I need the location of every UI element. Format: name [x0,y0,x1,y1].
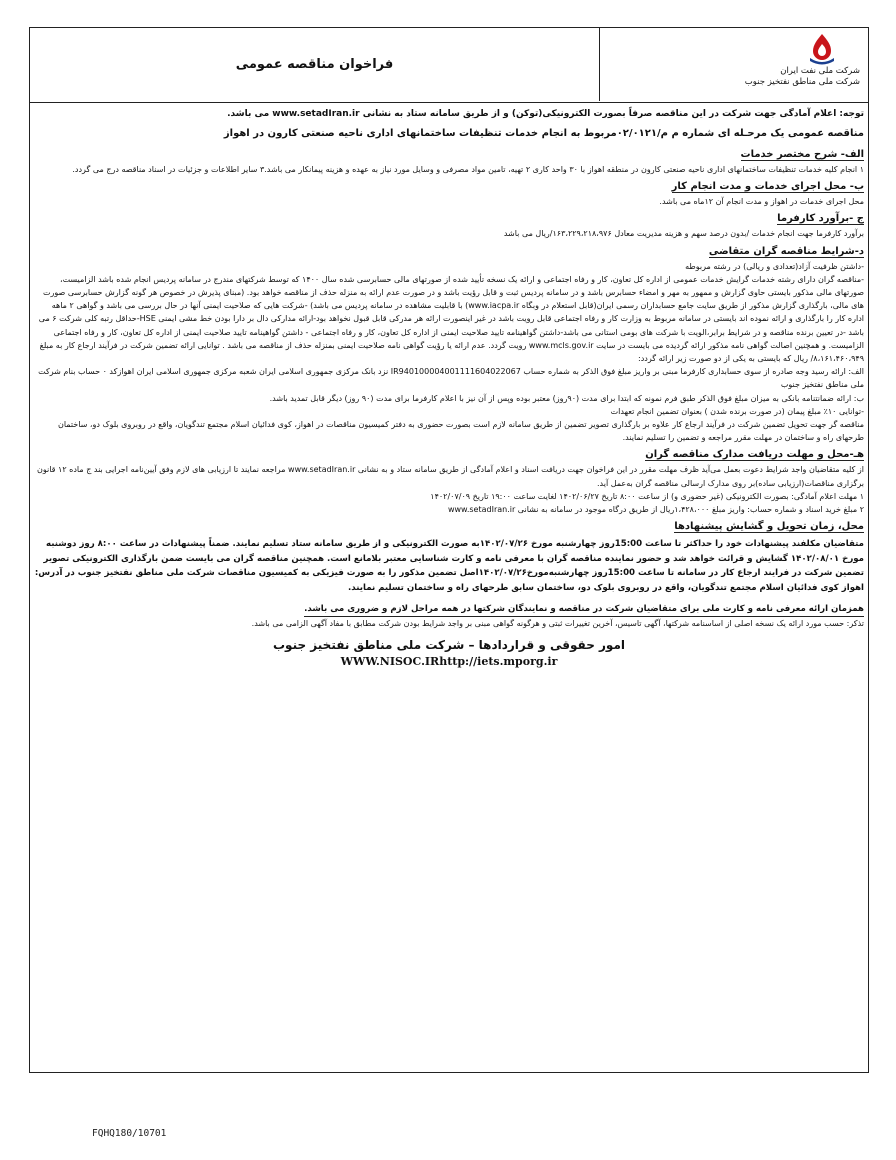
flame-logo-icon [804,32,840,66]
company-name-line2: شرکت ملی مناطق نفتخیز جنوب [744,77,860,87]
section-d-be: ب: ارائه ضمانتنامه بانکی به میزان مبلغ فوق الذکر طبق فرم نمونه که ابتدا برای مدت (۹۰روز) معتبر بوده وپس از آن نیز با اعلام کارفرما برای مدت (۹۰ روز) دیگر قابل تمدید باشد. [269,393,864,403]
notice-body [34,106,864,1072]
company-name-line1: شرکت ملی نفت ایران [780,66,860,76]
section-h-heading [34,447,864,463]
section-h-title: هـ-محل و مهلت دریافت مدارک مناقصه گران [645,449,864,461]
section-c-text: برآورد کارفرما جهت انجام خدمات /بدون درصد سهم و هزینه مدیریت معادل ۱۶۳،۲۲۹،۲۱۸،۹۷۶/ریال می باشد [503,229,864,239]
section-v-heading [34,519,864,535]
section-b-text: محل اجرای خدمات در اهواز و مدت انجام آن ۱۲ماه می باشد. [659,197,864,207]
tender-notice-frame [29,27,869,1073]
notice-header [30,28,868,103]
section-v-p1: متقاضیان مکلفند پیشنهادات خود را حداکثر تا ساعت 15:00روز چهارشنبه مورخ ۱۴۰۲/۰۷/۲۶به صورت الکترونیکی و از طریق سامانه ستاد تسلیم نمایند. ضمناً پیشنهادات در ساعت ۸:۰۰ روز دوشنبه مورخ ۱۴۰۲/۰۸/۰۱ گشایش و قرائت خواهد شد و حضور نماینده مناقصه گران با معرفی نامه و کارت شناسایی معتبر بلامانع است. همچنین مناقصه گران می بایست ضمن بارگذاری الکترونیکی تصویر تضمین شرکت در فرایند ارجاع کار در سامانه تا ساعت 15:00روز چهارشنبه‌مورخ۱۴۰۲/۰۷/۲۶اصل تضمین مذکور را به صورت فیزیکی به کمیسیون مناقصات شرکت ملی مناطق نفتخیز جنوب در آدرس: اهواز کوی فدائیان اسلام مجتمع تندگویان، واقع در روبروی بلوک دو، ساختمان سابق طرحهای راه و ساختمان تسلیم نمایند. [34,539,864,594]
title-box [30,28,600,101]
tazakor-note: تذکر: حسب مورد ارائه یک نسخه اصلی از اساسنامه شرکتها، آگهی تاسیس، آخرین تغییرات ثبتی و هرگونه گواهی مبنی بر واجد شرایط بودن شرکت مطابق با مفاد آگهی الزامی می باشد. [251,618,864,628]
section-b-heading [34,179,864,195]
section-d-alef: الف: ارائه رسید وجه صادره از سوی حسابداری کارفرما مبنی بر واریز مبلغ فوق الذکر به شماره حساب IR940100004001111604022067 نزد بانک مرکزی جمهوری اسلامی ایران شعبه مرکزی جمهوری اسلامی ایران اهوازکد ۰ حساب بنام شرکت ملی مناطق نفتخیز جنوب [38,367,864,390]
section-a-title: الف- شرح مختصر خدمات [740,149,864,160]
section-d-p2: -مناقصه گران دارای رشته خدمات گرایش خدمات عمومی از اداره کل تعاون، کار و رفاه اجتماعی و ارائه یک نسخه تأیید شده از صورتهای مالی حسابرسی شده سال ۱۴۰۰ که توسط شرکتهای مندرج در سامانه پردیس انجام شده باشد الزامیست، صورتهای مالی مذکور بایستی حاوی گزارش و ممهور به مهر و امضاء حسابرس باشد و در سامانه پردیس ثبت و قابل رؤیت باشد و در صورت عدم ارائه به منزله حذف از مناقصه خواهد بود. (مبنای پذیرش در خصوص هر گونه گزارش حسابرسی صورت های مالی، بارگذاری گزارش مذکور از طریق سایت جامع حسابداران رسمی ایران(قابل استعلام در وبگاه www.iacpa.ir) با قابلیت مشاهده در سامانه پردیس می باشد) -شرکت هایی که صلاحیت ایمنی آنها در حال بررسی می باشد و گواهی ۲ ماهه اداره کار را بارگذاری و ارائه نموده اند بایستی در سامانه مربوط به وزارت کار و رفاه اجتماعی قابل رویت باشد در غیر اینصورت ارائه هر مدرکی قابل قبول نخواهد بود-ارائه مدارکی دال بر دارا بودن خط مشی ایمنی HSE-حداقل رتبه کلی شرکت ۶ می باشد -در تعیین برنده مناقصه و در شرایط برابر،الویت با شرکت های بومی استانی می باشد-داشتن گواهینامه تایید صلاحیت ایمنی از اداره کل تعاون، کار و رفاه اجتماعی - داشتن گواهینامه تایید صلاحیت ایمنی از اداره کل تعاون، کار و رفاه اجتماعی الزامیست. و همچنین اصالت گواهی نامه مذکور ارائه گردیده می بایست در سایت www.mcls.gov.ir رویت گردد. عدم ارائه یا رؤیت گواهی نامه صلاحیت ایمنی بمنزله حذف از مناقصه می باشد . توانایی ارائه تضمین شرکت در فرآیند ارجاع کار به مبلغ ۸،۱۶۱،۴۶۰،۹۴۹/ ریال که بایستی به یکی از دو صورت زیر ارائه گردد: [38,274,864,364]
signature: امور حقوقی و قراردادها – شرکت ملی مناطق نفتخیز جنوب [273,637,625,652]
section-d-p1: -داشتن ظرفیت آزاد(تعدادی و ریالی) در رشته مربوطه [685,261,864,271]
section-h-p1: از کلیه متقاضیان واجد شرایط دعوت بعمل می‌آید ظرف مهلت مقرر در این فراخوان جهت دریافت اسناد و اعلام آمادگی از طریق سامانه ستاد و به نشانی www.setadIran.ir مراجعه نمایند تا ارزیابی های لازم وفق آیین‌نامه اجرایی بند ج ماده ۱۲ قانون برگزاری مناقصات(ارزیابی ساده)بر روی مدارک ارسالی مناقصه گران به‌عمل آید. [36,465,864,488]
section-d-heading [34,244,864,260]
page-title: فراخوان مناقصه عمومی [235,57,394,72]
id-requirement-note: همزمان ارائه معرفی نامه و کارت ملی برای متقاضیان شرکت در مناقصه و نمایندگان شرکتها در همه مراحل لازم و ضروری می باشد. [304,603,864,617]
lead-title: مناقصه عمومی یک مرحـله ای شماره م م/۰۲/۰۱۲۱مربوط به انجام خدمات تنظیفات ساختمانهای اداری ناحیه صنعتی کارون در اهواز [223,128,864,139]
section-c-heading [34,211,864,227]
section-d-title: د-شرایط مناقصه گران متقاضی [708,245,864,257]
document-code: FQHQ180/10701 [92,1128,167,1139]
notice-text: توجه: اعلام آمادگی جهت شرکت در این مناقصه صرفاً بصورت الکترونیکی(توکن) و از طریق سامانه ستاد به نشانی www.setadIran.ir می باشد. [227,109,864,119]
section-b-title: ب- محل اجرای خدمات و مدت انجام کار [671,181,864,193]
section-a-heading [34,147,864,163]
section-a-text: ۱ انجام کلیه خدمات تنظیفات ساختمانهای اداری ناحیه صنعتی کارون در منطقه اهواز با ۳۰ واحد کاری ۲ تهیه، تامین مواد مصرفی و وسایل مورد نیاز به عهده و هزینه پیمانکار می باشد.۳ سایر اطلاعات و جزئیات در اسناد مناقصه درج می گردد. [72,165,864,174]
section-h-p2: ۱ مهلت اعلام آمادگی: بصورت الکترونیکی (غیر حضوری و) از ساعت ۸:۰۰ تاریخ ۱۴۰۲/۰۶/۲۷ لغایت ساعت ۱۹:۰۰ تاریخ ۱۴۰۲/۰۷/۰۹ [430,491,864,501]
section-d-p3: -توانایی ۱۰٪ مبلغ پیمان (در صورت برنده شدن ) بعنوان تضمین انجام تعهدات [610,406,864,416]
company-logo-block [620,32,860,98]
section-v-title: محل، زمان تحویل و گشایش پیشنهادها [674,521,864,533]
section-d-p4: مناقصه گر جهت تحویل تضمین شرکت در فرآیند ارجاع کار علاوه بر بارگذاری تصویر تضمین از طریق سامانه لازم است بصورت حضوری به دفتر کمیسیون مناقصات در اهواز، کوی فدائیان اسلام مجتمع تندگویان، واقع در روبروی بلوک دو، ساختمان طرحهای راه و ساختمان در مهلت مقرر مراجعه و تضمین را تسلیم نمایند. [57,420,864,443]
section-h-p3: ۲ مبلغ خرید اسناد و شماره حساب: واریز مبلغ ۱،۴۲۸،۰۰۰ریال از طریق درگاه موجود در سامانه به نشانی www.setadIran.ir [447,505,864,515]
signature-urls: WWW.NISOC.IRhttp://iets.mporg.ir [340,654,558,668]
section-c-title: ج -برآورد کارفرما [777,213,864,225]
